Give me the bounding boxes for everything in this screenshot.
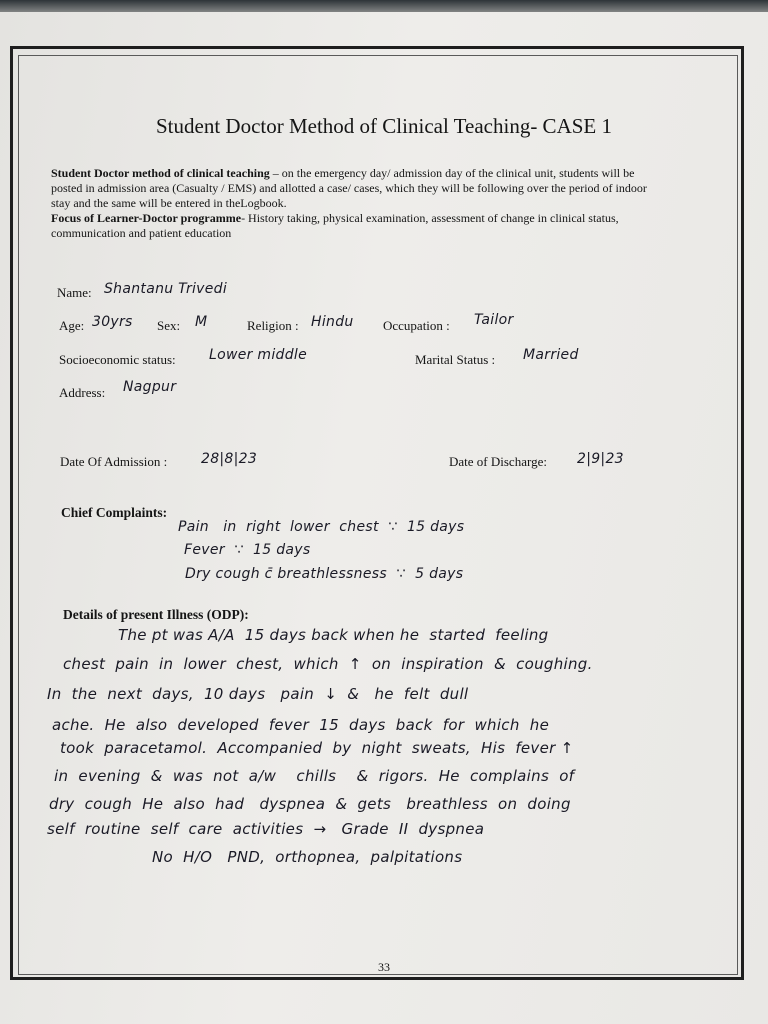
- chief-complaints-heading: Chief Complaints:: [61, 505, 168, 520]
- intro-paragraph: [51, 166, 651, 241]
- marital-value: Married: [523, 347, 579, 363]
- religion-value: Hindu: [311, 314, 354, 330]
- intro-text-2: - History taking, physical examination, assessment of change in clinical status, communication and patient education: [51, 211, 619, 240]
- marital-label: Marital Status :: [415, 352, 496, 367]
- sex-value: M: [195, 314, 208, 330]
- address-label: Address:: [59, 385, 106, 400]
- name-value: Shantanu Trivedi: [104, 281, 228, 297]
- odp-line: took paracetamol. Accompanied by night sweats, His fever ↑: [60, 739, 574, 757]
- admission-date-label: Date Of Admission :: [60, 454, 168, 469]
- odp-line: dry cough He also had dyspnea & gets breathless on doing: [49, 795, 571, 813]
- odp-heading: Details of present Illness (ODP):: [63, 607, 249, 622]
- odp-line: The pt was A/A 15 days back when he started feeling: [118, 626, 549, 644]
- age-label: Age:: [59, 318, 85, 333]
- intro-bold-1: Student Doctor method of clinical teaching: [51, 166, 270, 180]
- discharge-date-label: Date of Discharge:: [449, 454, 547, 469]
- intro-text-1: – on the emergency day/ admission day of the clinical unit, students will be posted in admission area (Casualty / EMS) and allotted a case/ cases, which they will be following over the period of indoor stay and the same will be entered in theLogbook.: [51, 166, 647, 210]
- odp-line: in evening & was not a/w chills & rigors. He complains of: [54, 767, 575, 785]
- age-value: 30yrs: [92, 314, 133, 330]
- odp-line: In the next days, 10 days pain ↓ & he felt dull: [47, 685, 469, 703]
- intro-bold-2: Focus of Learner-Doctor programme: [51, 211, 242, 225]
- sex-label: Sex:: [157, 318, 181, 333]
- occupation-label: Occupation :: [383, 318, 450, 333]
- odp-line: chest pain in lower chest, which ↑ on inspiration & coughing.: [63, 655, 593, 673]
- socioeconomic-value: Lower middle: [209, 347, 308, 363]
- discharge-date-value: 2|9|23: [577, 451, 624, 467]
- occupation-value: Tailor: [474, 312, 514, 328]
- page-number: 33: [378, 960, 390, 974]
- name-label: Name:: [57, 285, 92, 300]
- chief-complaint-line: Dry cough c̄ breathlessness ∵ 5 days: [185, 566, 464, 582]
- odp-line: No H/O PND, orthopnea, palpitations: [152, 848, 463, 866]
- chief-complaint-line: Pain in right lower chest ∵ 15 days: [178, 519, 465, 535]
- chief-complaint-line: Fever ∵ 15 days: [184, 542, 311, 558]
- admission-date-value: 28|8|23: [201, 451, 258, 467]
- socioeconomic-label: Socioeconomic status:: [59, 352, 176, 367]
- religion-label: Religion :: [247, 318, 299, 333]
- odp-line: self routine self care activities → Grade II dyspnea: [47, 820, 485, 838]
- page-title: Student Doctor Method of Clinical Teaching- CASE 1: [156, 114, 612, 138]
- odp-line: ache. He also developed fever 15 days back for which he: [52, 716, 550, 734]
- address-value: Nagpur: [123, 379, 177, 395]
